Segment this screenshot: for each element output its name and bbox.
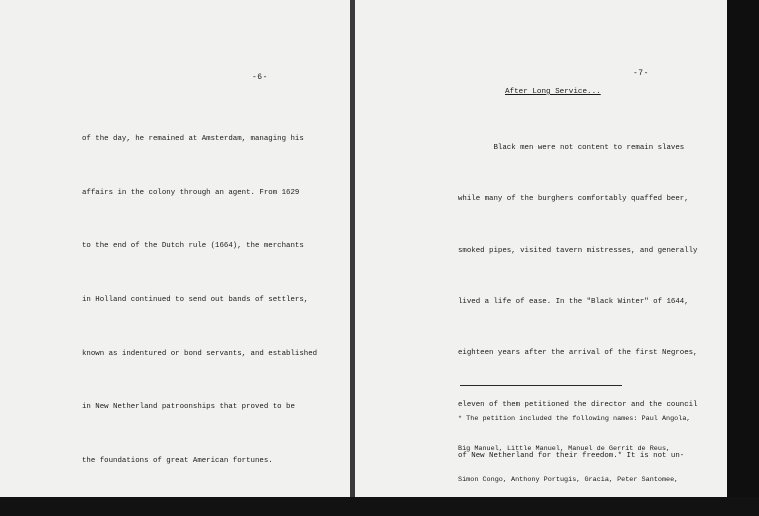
- scan-bottom-edge: [0, 497, 759, 516]
- text-line: in New Netherland patroonships that proved to be: [82, 403, 295, 412]
- text-line: eleven of them petitioned the director and the council: [458, 400, 698, 409]
- footnote-line: * The petition included the following names: Paul Angola,: [458, 414, 691, 423]
- text-line: in Holland continued to send out bands of settlers,: [82, 295, 309, 304]
- footnote: [458, 393, 691, 497]
- page-number: -7-: [633, 69, 649, 78]
- page-body: [82, 95, 317, 497]
- footnote-line: Simon Congo, Anthony Portugis, Gracia, Peter Santomee,: [458, 476, 679, 485]
- footnote-line: Big Manuel, Little Manuel, Manuel de Gerrit de Reus,: [458, 445, 671, 454]
- right-page: [355, 0, 727, 497]
- text-line: affairs in the colony through an agent. From 1629: [82, 188, 300, 197]
- text-line: of New Netherland for their freedom.* It is not un-: [458, 451, 685, 460]
- left-page: [0, 0, 350, 497]
- scan-edge: [727, 0, 759, 497]
- text-line: Black men were not content to remain slaves: [458, 144, 685, 153]
- heading-text: After Long Service: [505, 88, 588, 96]
- heading-suffix: ...: [587, 88, 601, 96]
- text-line: while many of the burghers comfortably quaffed beer,: [458, 195, 689, 204]
- text-line: known as indentured or bond servants, and established: [82, 349, 318, 358]
- footnote-rule: [460, 385, 622, 386]
- page-number: -6-: [252, 73, 268, 82]
- text-line: the foundations of great American fortunes.: [82, 457, 273, 466]
- text-line: lived a life of ease. In the "Black Winter" of 1644,: [458, 298, 689, 307]
- text-line: eighteen years after the arrival of the first Negroes,: [458, 349, 698, 358]
- text-line: to the end of the Dutch rule (1664), the merchants: [82, 242, 304, 251]
- text-line: smoked pipes, visited tavern mistresses, and generally: [458, 246, 698, 255]
- section-heading: [505, 88, 601, 96]
- text-line: of the day, he remained at Amsterdam, managing his: [82, 134, 304, 143]
